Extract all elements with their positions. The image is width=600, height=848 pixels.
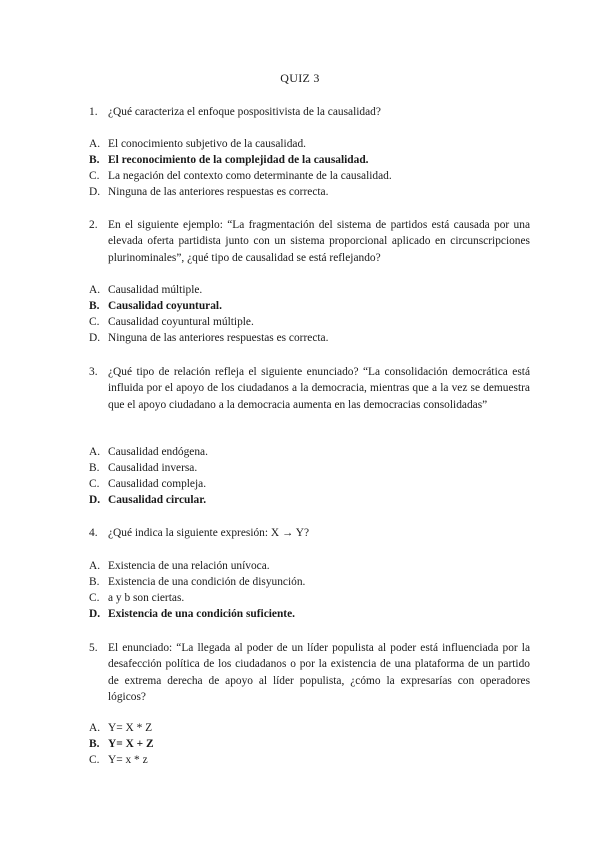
question-number: 3.: [89, 366, 98, 378]
option-letter: B.: [89, 738, 100, 750]
question-number: 1.: [89, 106, 98, 118]
question-number: 2.: [89, 219, 98, 231]
option-text: a y b son ciertas.: [108, 592, 185, 604]
option-2d[interactable]: [89, 330, 530, 346]
question-2: [89, 217, 530, 266]
option-4a[interactable]: [89, 558, 530, 574]
option-letter: B.: [89, 154, 100, 166]
option-text: La negación del contexto como determinante de la causalidad.: [108, 170, 392, 182]
option-letter: A.: [89, 722, 101, 734]
option-letter: D.: [89, 186, 101, 198]
option-3a[interactable]: [89, 444, 530, 460]
option-text: Y= x * z: [108, 754, 148, 766]
option-letter: C.: [89, 478, 100, 490]
option-1a[interactable]: [89, 136, 530, 152]
option-text: Existencia de una relación unívoca.: [108, 560, 270, 572]
option-4b[interactable]: [89, 574, 530, 590]
option-3d-correct[interactable]: [89, 492, 530, 508]
option-letter: B.: [89, 576, 100, 588]
option-text: Causalidad inversa.: [108, 462, 198, 474]
question-text: En el siguiente ejemplo: “La fragmentación del sistema de partidos está causada por una elevada oferta partidista junto con un sistema proporcional aplicado en circunscripciones plurinominales”, ¿qué tipo de causalidad se está reflejando?: [108, 219, 530, 264]
option-text: Existencia de una condición suficiente.: [108, 608, 296, 620]
option-1b-correct[interactable]: [89, 152, 530, 168]
option-letter: C.: [89, 754, 100, 766]
option-letter: C.: [89, 170, 100, 182]
option-5b-correct[interactable]: [89, 736, 530, 752]
option-2c[interactable]: [89, 314, 530, 330]
option-letter: A.: [89, 138, 101, 150]
question-text: ¿Qué tipo de relación refleja el siguiente enunciado? “La consolidación democrática está influida por el apoyo de los ciudadanos a la democracia, mientras que a la vez se demuestra que el apoyo ciudadano a la democracia aumenta en las democracias consolidadas”: [108, 366, 530, 411]
option-letter: B.: [89, 462, 100, 474]
question-4: [89, 525, 530, 541]
option-text: Causalidad compleja.: [108, 478, 207, 490]
question-number: 5.: [89, 642, 98, 654]
option-text: Y= X + Z: [108, 738, 154, 750]
option-4d-correct[interactable]: [89, 606, 530, 622]
option-text: Existencia de una condición de disyunción.: [108, 576, 306, 588]
option-text: El reconocimiento de la complejidad de la causalidad.: [108, 154, 369, 166]
option-4c[interactable]: [89, 590, 530, 606]
option-text: Causalidad coyuntural múltiple.: [108, 316, 254, 328]
question-text: ¿Qué caracteriza el enfoque pospositivista de la causalidad?: [108, 106, 381, 118]
option-letter: D.: [89, 494, 101, 506]
option-letter: A.: [89, 446, 101, 458]
option-letter: B.: [89, 300, 100, 312]
option-letter: C.: [89, 592, 100, 604]
question-5: [89, 640, 530, 706]
option-3c[interactable]: [89, 476, 530, 492]
option-letter: C.: [89, 316, 100, 328]
page-title: QUIZ 3: [280, 71, 320, 85]
option-1d[interactable]: [89, 184, 530, 200]
question-text: ¿Qué indica la siguiente expresión: X → Y?: [108, 527, 310, 539]
option-text: Y= X * Z: [108, 722, 153, 734]
option-text: Causalidad coyuntural.: [108, 300, 222, 312]
option-text: Causalidad endógena.: [108, 446, 208, 458]
option-2a[interactable]: [89, 282, 530, 298]
option-2b-correct[interactable]: [89, 298, 530, 314]
question-number: 4.: [89, 527, 98, 539]
option-3b[interactable]: [89, 460, 530, 476]
option-letter: D.: [89, 332, 101, 344]
option-text: Ninguna de las anteriores respuestas es correcta.: [108, 332, 329, 344]
option-text: Causalidad múltiple.: [108, 284, 203, 296]
option-text: Ninguna de las anteriores respuestas es correcta.: [108, 186, 329, 198]
question-1: [89, 104, 530, 120]
option-5a[interactable]: [89, 720, 530, 736]
option-5c[interactable]: [89, 752, 530, 768]
option-1c[interactable]: [89, 168, 530, 184]
option-letter: A.: [89, 560, 101, 572]
option-letter: A.: [89, 284, 101, 296]
option-text: El conocimiento subjetivo de la causalidad.: [108, 138, 307, 150]
option-letter: D.: [89, 608, 101, 620]
option-text: Causalidad circular.: [108, 494, 207, 506]
question-text: El enunciado: “La llegada al poder de un líder populista al poder está influenciada por la desafección política de los ciudadanos o por la existencia de una plataforma de un partido de extrema derecha de apoyo al líder populista, ¿cómo la expresarías con operadores lógicos?: [108, 642, 530, 704]
question-3: [89, 364, 530, 413]
